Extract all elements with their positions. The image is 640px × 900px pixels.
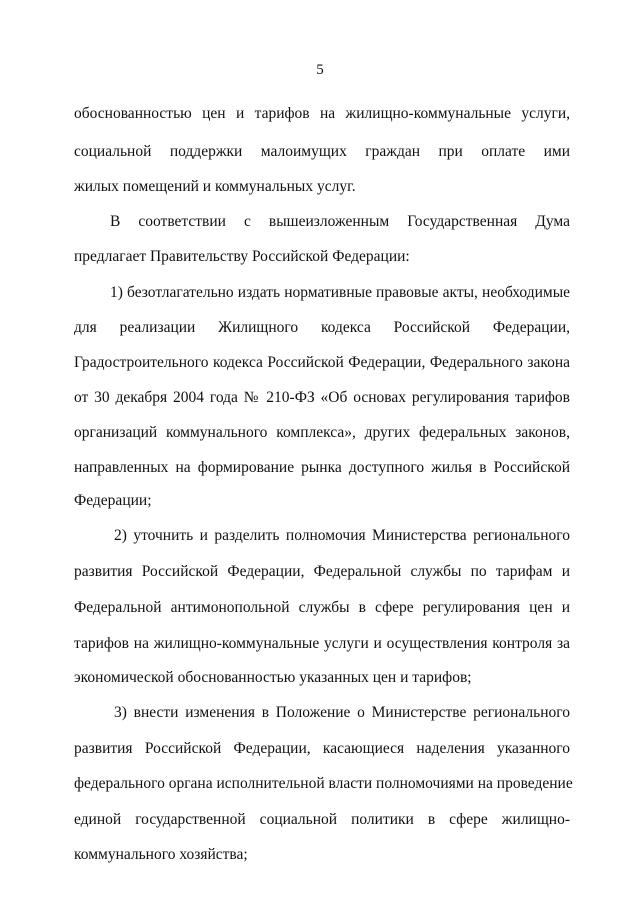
text-line: развития Российской Федерации, Федеральной службы по тарифам и [74,563,570,580]
text-line: предлагает Правительству Российской Федерации: [74,248,410,265]
text-line: развития Российской Федерации, касающиеся наделения указанного [74,740,570,757]
text-line: жилых помещений и коммунальных услуг. [74,178,356,195]
text-line: Градостроительного кодекса Российской Федерации, Федерального закона [74,354,570,371]
text-line: 1) безотлагательно издать нормативные правовые акты, необходимые [110,284,570,301]
page-number: 5 [316,62,324,78]
text-line: социальной поддержки малоимущих граждан при оплате ими [74,143,570,160]
text-line: федерального органа исполнительной власти полномочиями на проведение [74,775,573,792]
text-line: 3) внести изменения в Положение о Министерстве регионального [114,704,570,721]
text-line: коммунального хозяйства; [74,846,248,863]
text-line: Федерации; [74,492,152,509]
text-line: обоснованностью цен и тарифов на жилищно-коммунальные услуги, [74,105,570,122]
text-line: тарифов на жилищно-коммунальные услуги и осуществления контроля за [74,635,570,652]
text-line: экономической обоснованностью указанных цен и тарифов; [74,669,472,686]
text-line: направленных на формирование рынка доступного жилья в Российской [74,459,570,476]
text-line: для реализации Жилищного кодекса Российской Федерации, [74,319,570,336]
text-line: организаций коммунального комплекса», других федеральных законов, [74,424,570,441]
text-line: Федеральной антимонопольной службы в сфере регулирования цен и [74,599,570,616]
text-line: В соответствии с вышеизложенным Государственная Дума [110,213,570,230]
text-line: единой государственной социальной политики в сфере жилищно- [74,811,570,828]
text-line: 2) уточнить и разделить полномочия Министерства регионального [114,527,570,544]
text-line: от 30 декабря 2004 года № 210-ФЗ «Об основах регулирования тарифов [74,389,570,406]
